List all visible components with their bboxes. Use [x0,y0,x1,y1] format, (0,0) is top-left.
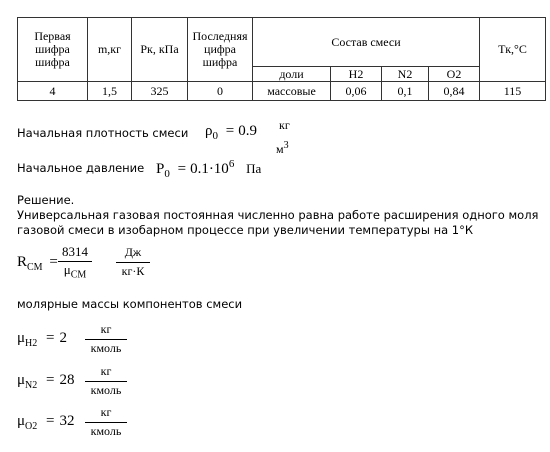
rsm-unit-num: Дж [124,245,142,259]
rsm-unit-den: кг·К [116,262,150,279]
molar-h2-unit-num: кг [100,322,112,336]
density-unit-num: кг [279,118,290,132]
mu-symbol: μ [17,330,26,346]
header-temperature: Тк,°С [480,18,546,82]
molar-label: молярные массы компонентов смеси [17,297,243,311]
header-first-digit: Первая шифра шифра [18,18,88,82]
molar-o2-equals: = [46,413,55,429]
cell-last-digit: 0 [188,82,253,101]
rsm-unit-fraction [116,245,150,279]
density-unit-den [276,140,289,157]
density-unit-den-base: м [276,142,284,156]
cell-mass: 1,5 [88,82,132,101]
density-value: 0.9 [238,123,257,139]
molar-o2-lhs [17,413,75,432]
subheader-n2: N2 [382,67,429,82]
pressure-value: 0.1·10 [190,161,229,177]
cell-first-digit: 4 [18,82,88,101]
rsm-den-symbol: μ [63,262,71,277]
cell-n2: 0,1 [382,82,429,101]
table-header-row [18,18,546,67]
header-composition: Состав смеси [253,18,480,67]
rsm-equals: = [49,254,58,270]
rsm-lhs [17,254,58,273]
molar-n2-unit [85,364,127,398]
header-mass: m,кг [88,18,132,82]
mu-symbol: μ [17,413,26,429]
pressure-subscript: 0 [164,168,170,180]
pressure-equals: = [177,161,187,177]
table-row [18,82,546,101]
pressure-exponent: 6 [228,158,235,170]
solution-line-2: газовой смеси в изобарном процессе при увеличении температуры на 1°К [17,223,474,237]
molar-h2-unit-den: кмоль [85,339,127,356]
rsm-subscript: СМ [27,262,43,273]
molar-h2-value: 2 [59,330,67,346]
molar-n2-value: 28 [59,372,75,388]
molar-h2-lhs [17,330,67,349]
subheader-fractions: доли [253,67,331,82]
molar-o2-unit-num: кг [100,405,112,419]
parameters-table [17,17,546,101]
cell-fraction-type: массовые [253,82,331,101]
header-last-digit: Последняя цифра шифра [188,18,253,82]
density-label: Начальная плотность смеси [17,126,189,140]
density-unit-exp: 3 [283,140,289,151]
molar-h2-unit [85,322,127,356]
molar-h2-equals: = [46,330,55,346]
molar-n2-unit-num: кг [100,364,112,378]
molar-n2-unit-den: кмоль [85,381,127,398]
molar-o2-subscript: O2 [25,421,38,432]
density-symbol: ρ [205,123,213,139]
pressure-formula [156,158,261,180]
mu-symbol: μ [17,372,26,388]
molar-n2-equals: = [46,372,55,388]
pressure-unit: Па [246,161,262,176]
pressure-label: Начальное давление [17,161,145,175]
cell-h2: 0,06 [331,82,382,101]
density-subscript: 0 [212,130,218,142]
cell-o2: 0,84 [429,82,480,101]
molar-n2-subscript: N2 [25,380,38,391]
rsm-fraction [58,244,92,281]
header-pressure: Рк, кПа [132,18,188,82]
density-formula [205,123,257,142]
rsm-symbol: R [17,254,28,270]
solution-line-1: Универсальная газовая постоянная численно равна работе расширения одного моля [17,208,539,222]
molar-n2-lhs [17,372,75,391]
molar-h2-subscript: H2 [25,338,38,349]
rsm-den-subscript: СМ [70,269,87,281]
cell-temperature: 115 [480,82,546,101]
solution-title: Решение. [17,193,75,207]
molar-o2-unit [85,405,127,439]
subheader-o2: O2 [429,67,480,82]
rsm-denominator [58,261,92,281]
molar-o2-unit-den: кмоль [85,422,127,439]
rsm-numerator: 8314 [62,244,88,259]
molar-o2-value: 32 [59,413,75,429]
cell-pressure: 325 [132,82,188,101]
subheader-h2: H2 [331,67,382,82]
density-equals: = [225,123,235,139]
pressure-symbol: P [156,161,165,177]
